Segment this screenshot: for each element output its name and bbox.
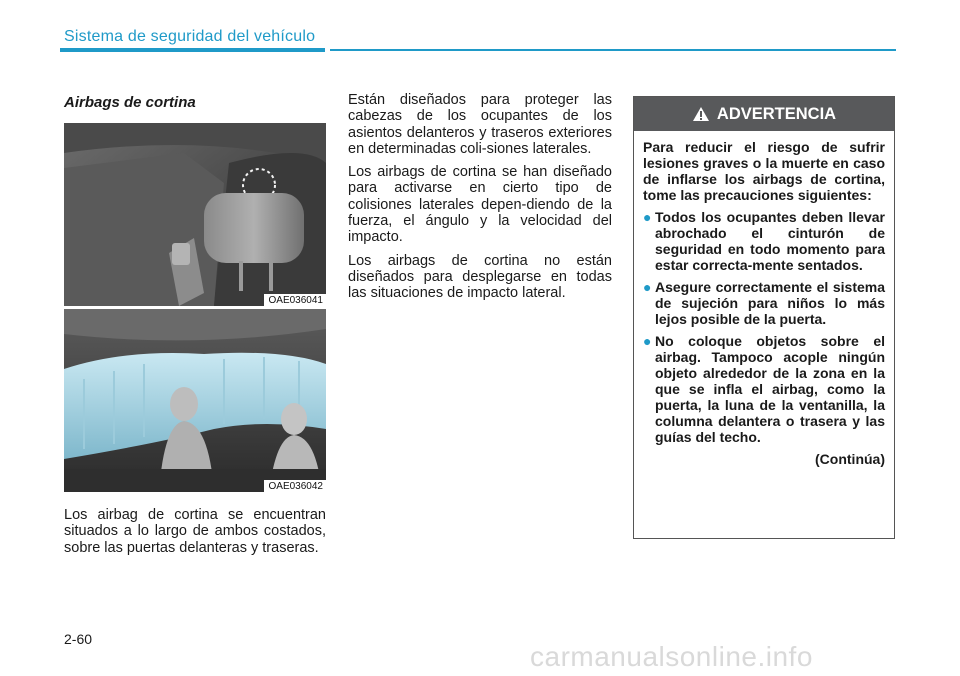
body-paragraph: Los airbags de cortina se han diseñado para activarse en cierto tipo de colisiones laterales depen-diendo de la fuerza, el ángulo y la velocidad del impacto. [348, 164, 612, 246]
body-paragraph: Están diseñados para proteger las cabezas de los ocupantes de los asientos delanteros y traseros exteriores en determinadas coli-siones laterales. [348, 92, 612, 157]
bullet-icon: ● [643, 333, 652, 349]
figure-curtain-airbag-deployed [64, 309, 326, 492]
warning-item: ● No coloque objetos sobre el airbag. Tampoco acople ningún objeto alrededor de la zona en la que se infla el airbag, como la puerta, la luna de la ventanilla, la columna delantera o trasera y las guías del techo. [643, 333, 885, 445]
warning-intro: Para reducir el riesgo de sufrir lesiones graves o la muerte en caso de inflarse los airbags de cortina, tome las precauciones siguientes: [643, 139, 885, 203]
section-heading: Airbags de cortina [64, 94, 196, 111]
bullet-icon: ● [643, 279, 652, 295]
figure-code: OAE036041 [264, 294, 327, 306]
warning-list [643, 209, 885, 445]
bullet-icon: ● [643, 209, 652, 225]
header-rule-thick [60, 48, 325, 52]
warning-item: ● Asegure correctamente el sistema de sujeción para niños lo más lejos posible de la puerta. [643, 279, 885, 327]
continued-label: (Continúa) [815, 451, 885, 467]
page-number: 2-60 [64, 631, 93, 647]
warning-title: ADVERTENCIA [716, 104, 837, 123]
middle-column-text [348, 92, 612, 309]
section-title: Sistema de seguridad del vehículo [64, 28, 316, 45]
warning-item: ● Todos los ocupantes deben llevar abrochado el cinturón de seguridad en todo momento para estar correcta-mente sentados. [643, 209, 885, 273]
figure-code: OAE036042 [264, 480, 327, 492]
body-paragraph: Los airbag de cortina se encuentran situados a lo largo de ambos costados, sobre las puertas delanteras y traseras. [64, 507, 326, 556]
left-column-text [64, 507, 326, 556]
warning-body [634, 131, 894, 467]
warning-header [634, 97, 894, 131]
figure-curtain-airbag-location [64, 123, 326, 306]
watermark: carmanualsonline.info [530, 641, 813, 672]
header-rule-thin [330, 49, 896, 51]
warning-triangle-icon [692, 106, 710, 122]
body-paragraph: Los airbags de cortina no están diseñados para desplegarse en todas las situaciones de impacto lateral. [348, 252, 612, 302]
warning-box [633, 96, 895, 539]
